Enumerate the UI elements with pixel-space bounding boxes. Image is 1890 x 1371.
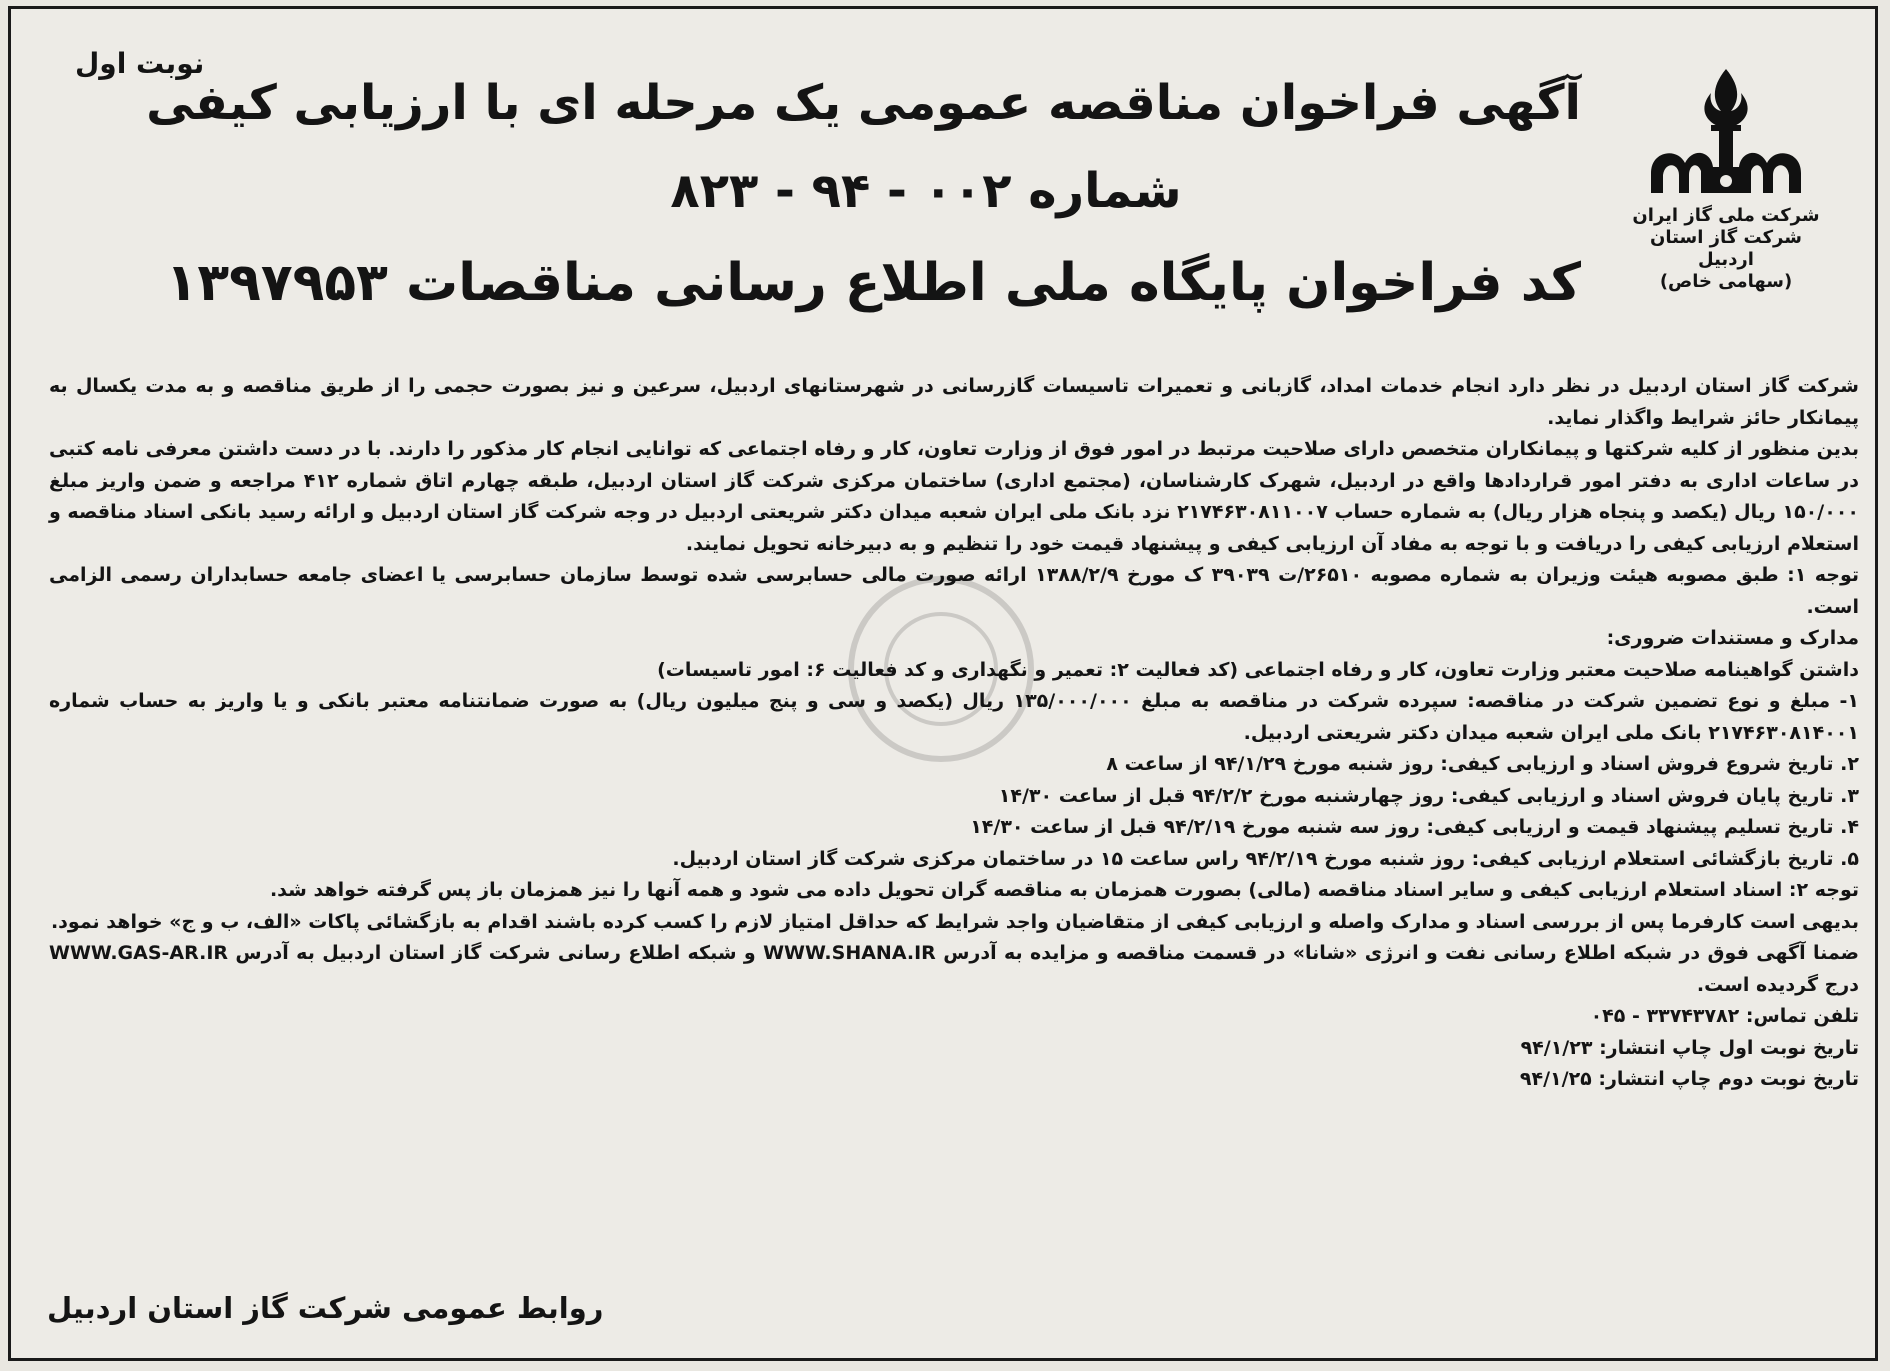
logo-caption-3: (سهامی خاص) xyxy=(1659,271,1793,292)
tender-code: کد فراخوان پایگاه ملی اطلاع رسانی مناقصات ۱۳۹۷۹۵۳ xyxy=(165,253,1581,313)
signature: روابط عمومی شرکت گاز استان اردبیل xyxy=(47,1291,604,1325)
list-item: ۳. تاریخ پایان فروش اسناد و ارزیابی کیفی: روز چهارشنبه مورخ ۹۴/۲/۲ قبل از ساعت ۱۴/۳۰ xyxy=(998,784,1859,807)
list-item: ۴. تاریخ تسلیم پیشنهاد قیمت و ارزیابی کیفی: روز سه شنبه مورخ ۹۴/۲/۱۹ قبل از ساعت ۱۴/۳۰ xyxy=(970,816,1859,838)
tender-number: شماره ۰۰۲ - ۹۴ - ۸۲۳ xyxy=(670,163,1182,219)
logo-caption-2: شرکت گاز استان اردبیل xyxy=(1650,227,1802,270)
gas-flame-logo-icon xyxy=(1641,65,1811,205)
list-item: ۲. تاریخ شروع فروش اسناد و ارزیابی کیفی: روز شنبه مورخ ۹۴/۱/۲۹ از ساعت ۸ xyxy=(1106,753,1859,775)
note-1: توجه ۱: طبق مصوبه هیئت وزیران به شماره مصوبه ۲۶۵۱۰/ت ۳۹۰۳۹ ک مورخ ۱۳۸۸/۲/۹ ارائه صورت مالی حسابرسی شده توسط سازمان حسابرسی یا اعضای جامعه حسابداران رسمی الزامی است. xyxy=(49,564,1860,618)
first-publication-date: تاریخ نوبت اول چاپ انتشار: ۹۴/۱/۲۳ xyxy=(1520,1036,1859,1059)
tender-notice xyxy=(8,6,1878,1361)
company-logo xyxy=(1631,65,1821,293)
notice-title: آگهی فراخوان مناقصه عمومی یک مرحله ای با ارزیابی کیفی xyxy=(146,75,1581,131)
publication-paragraph xyxy=(49,938,1859,1001)
shana-link[interactable]: WWW.SHANA.IR xyxy=(763,942,936,964)
list-item: ۵. تاریخ بازگشائی استعلام ارزیابی کیفی: روز شنبه مورخ ۹۴/۲/۱۹ راس ساعت ۱۵ در ساختمان مرکزی شرکت گاز استان اردبیل. xyxy=(672,847,1859,870)
evaluation-paragraph: بدیهی است کارفرما پس از بررسی اسناد و مدارک واصله و ارزیابی کیفی از متقاضیان واجد شرایط که حداقل امتیاز لازم را کسب کرده باشند اقدام به بازگشائی پاکات «الف، ب و ج» خواهد نمود. xyxy=(50,910,1859,933)
publication-text-c: درج گردیده است. xyxy=(1696,973,1859,996)
certificate-requirement: داشتن گواهینامه صلاحیت معتبر وزارت تعاون، کار و رفاه اجتماعی (کد فعالیت ۲: تعمیر و نگهداری و کد فعالیت ۶: امور تاسیسات) xyxy=(657,658,1859,681)
list-item: ۱- مبلغ و نوع تضمین شرکت در مناقصه: سپرده شرکت در مناقصه به مبلغ ۱۳۵/۰۰۰/۰۰۰ ریال (یکصد و سی و پنج میلیون ریال) به صورت ضمانتنامه معتبر بانکی و یا واریز به حساب شماره ۲۱۷۴۶۳۰۸۱۴۰۰۱ بانک ملی ایران شعبه میدان دکتر شریعتی اردبیل. xyxy=(49,690,1859,744)
docs-heading: مدارک و مستندات ضروری: xyxy=(1606,627,1859,649)
contact-phone: تلفن تماس: ۳۳۷۴۳۷۸۲ - ۰۴۵ xyxy=(1590,1005,1859,1027)
second-publication-date: تاریخ نوبت دوم چاپ انتشار: ۹۴/۱/۲۵ xyxy=(1519,1068,1859,1090)
intro-paragraph: شرکت گاز استان اردبیل در نظر دارد انجام خدمات امداد، گازبانی و تعمیرات تاسیسات گازرسانی در شهرستانهای اردبیل، سرعین و نیز بصورت حجمی را از طریق مناقصه و به مدت یکسال به پیمانکار حائز شرایط واگذار نماید. xyxy=(49,375,1859,429)
logo-caption-1: شرکت ملی گاز ایران xyxy=(1632,205,1820,226)
notice-body xyxy=(49,371,1859,1096)
invitation-paragraph: بدین منظور از کلیه شرکتها و پیمانکاران متخصص دارای صلاحیت مرتبط در امور فوق از وزارت تعاون، کار و رفاه اجتماعی که توانایی انجام کار مذکور را دارند. با در دست داشتن معرفی نامه کتبی در ساعات اداری به دفتر امور قراردادها واقع در اردبیل، شهرک کارشناسان، (مجتمع اداری) ساختمان مرکزی شرکت گاز استان اردبیل، طبقه چهارم اتاق شماره ۴۱۲ مراجعه و ضمن واریز مبلغ ۱۵۰/۰۰۰ ریال (یکصد و پنجاه هزار ریال) به شماره حساب ۲۱۷۴۶۳۰۸۱۱۰۰۷ نزد بانک ملی ایران شعبه میدان دکتر شریعتی اردبیل در وجه شرکت گاز استان اردبیل و ارائه رسید بانکی اسناد مناقصه و استعلام ارزیابی کیفی را دریافت و با توجه به مفاد آن ارزیابی کیفی و پیشنهاد قیمت خود را تنظیم و به دبیرخانه تحویل نمایند. xyxy=(49,438,1859,555)
publication-text-b: و شبکه اطلاع رسانی شرکت گاز استان اردبیل به آدرس xyxy=(235,942,756,964)
note-2: توجه ۲: اسناد استعلام ارزیابی کیفی و سایر اسناد مناقصه (مالی) بصورت همزمان به مناقصه گران تحویل داده می شود و همه آنها را نیز همزمان باز پس گرفته خواهد شد. xyxy=(269,879,1859,901)
publication-round: نوبت اول xyxy=(75,47,205,80)
gas-ar-link[interactable]: WWW.GAS-AR.IR xyxy=(49,942,229,964)
publication-text-a: ضمنا آگهی فوق در شبکه اطلاع رسانی نفت و انرژی «شانا» در قسمت مناقصه و مزایده به آدرس xyxy=(943,942,1859,964)
